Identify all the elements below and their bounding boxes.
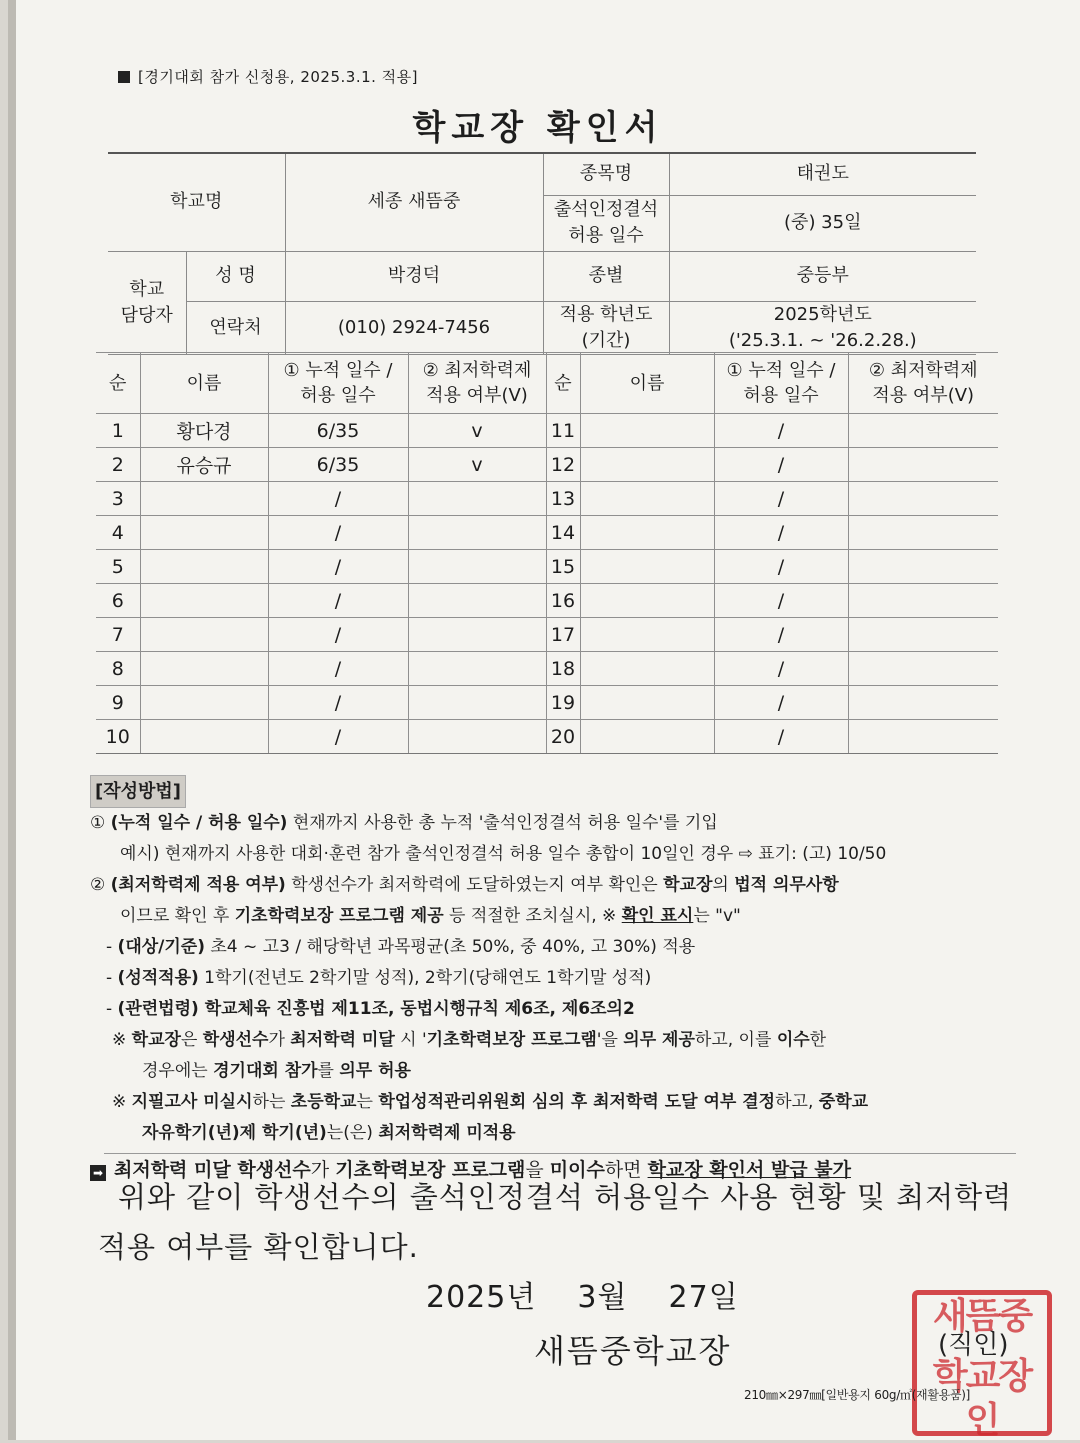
row-check-right (848, 550, 998, 584)
header-days-left-line2: 허용 일수 (300, 385, 376, 406)
row-days-left: / (268, 618, 408, 652)
table-header-row (96, 353, 998, 414)
l5-b: (대상/기준) (117, 937, 205, 957)
row-days-left: / (268, 550, 408, 584)
header-days-right-line2: 허용 일수 (743, 385, 819, 406)
row-name-left (140, 652, 268, 686)
sport-value: 태권도 (669, 153, 976, 195)
row-no-left: 2 (96, 448, 140, 482)
l4-t2: 등 적절한 조치실시, ※ (443, 906, 622, 926)
table-row (96, 618, 998, 652)
instruction-2-text: 학생선수가 최저학력에 도달하였는지 여부 확인은 (285, 875, 664, 895)
row-no-right: 20 (546, 720, 580, 754)
l9-b2: 의무 허용 (339, 1061, 411, 1081)
page-title: 학교장 확인서 (412, 108, 664, 148)
instruction-1 (90, 808, 1020, 839)
row-check-left (408, 720, 546, 754)
row-check-right (848, 686, 998, 720)
arrow-t2: 을 (525, 1159, 550, 1181)
absence-label-line1: 출석인정결석 (553, 199, 659, 220)
row-name-left (140, 516, 268, 550)
l6-b: (성적적용) (117, 968, 199, 988)
header-min-left (408, 353, 546, 414)
l9-b1: 경기대회 참가 (213, 1061, 318, 1081)
instruction-2-bold: (최저학력제 적용 여부) (110, 875, 286, 895)
table-row (96, 516, 998, 550)
row-days-left: / (268, 652, 408, 686)
issue-date: 2025년 3월 27일 (426, 1280, 739, 1315)
table-row (96, 686, 998, 720)
row-days-right: / (714, 584, 848, 618)
header-min-right-line2: 적용 여부(V) (872, 385, 975, 406)
l8-b6: 이수 (776, 1030, 810, 1050)
header-note (118, 66, 418, 87)
row-check-right (848, 618, 998, 652)
l10-t3: 하고, (775, 1092, 819, 1112)
row-no-right: 19 (546, 686, 580, 720)
row-days-right: / (714, 516, 848, 550)
row-check-left: v (408, 448, 546, 482)
row-days-right: / (714, 686, 848, 720)
confirmation-line2: 적용 여부를 확인합니다. (98, 1230, 419, 1264)
page-shadow (8, 0, 16, 1440)
l8-t6: 한 (809, 1030, 827, 1050)
row-no-right: 12 (546, 448, 580, 482)
row-name-right (580, 414, 714, 448)
absence-label-line2: 허용 일수 (568, 225, 644, 246)
row-name-left (140, 618, 268, 652)
instruction-2-t2: 의 (712, 875, 735, 895)
l8-t1: 은 (180, 1030, 203, 1050)
row-no-left: 5 (96, 550, 140, 584)
seal-mark: (직인) (938, 1330, 1009, 1360)
l8-b3: 최저학력 미달 (290, 1030, 395, 1050)
l8-b5: 의무 제공 (623, 1030, 695, 1050)
arrow-b2: 기초학력보장 프로그램 (335, 1159, 526, 1181)
arrow-b1: 최저학력 미달 학생선수 (114, 1159, 311, 1181)
arrow-t1: 가 (310, 1159, 336, 1181)
row-no-left: 8 (96, 652, 140, 686)
instruction-2 (90, 870, 1020, 901)
row-name-right (580, 516, 714, 550)
row-no-left: 9 (96, 686, 140, 720)
row-name-right (580, 720, 714, 754)
row-days-right: / (714, 720, 848, 754)
instruction-1-text: 현재까지 사용한 총 누적 '출석인정결석 허용 일수'를 기입 (287, 813, 718, 833)
row-days-right: / (714, 652, 848, 686)
header-min-left-line1: ② 최저학력제 (422, 360, 532, 381)
l8-b2: 학생선수 (202, 1030, 269, 1050)
header-days-right-line1: ① 누적 일수 / (726, 360, 836, 381)
confirmation-text (98, 1172, 1018, 1272)
row-name-left (140, 482, 268, 516)
row-check-left (408, 652, 546, 686)
info-table (108, 152, 976, 355)
table-row (96, 720, 998, 754)
header-note-text: [경기대회 참가 신청용, 2025.3.1. 적용] (138, 68, 419, 86)
divider (104, 1153, 1016, 1154)
arrow-underlined: 학교장 확인서 발급 불가 (647, 1159, 851, 1181)
l5-t: 초4 ~ 고3 / 해당학년 과목평균(초 50%, 중 40%, 고 30%) 적용 (204, 937, 696, 957)
instruction-2-cont (90, 901, 1020, 932)
row-check-right (848, 720, 998, 754)
school-value: 세종 새뜸중 (285, 153, 543, 251)
row-days-left: / (268, 584, 408, 618)
row-no-left: 1 (96, 414, 140, 448)
row-days-right: / (714, 550, 848, 584)
note-1: ※ 학교장은 학생선수가 최저학력 미달 시 '기초학력보장 프로그램'을 의무 제공하고, 이를 이수한 (112, 1030, 827, 1050)
instructions-heading: [작성방법] (90, 775, 186, 808)
row-check-right (848, 482, 998, 516)
row-check-left (408, 482, 546, 516)
row-days-left: / (268, 516, 408, 550)
manager-label-line2: 담당자 (120, 304, 173, 326)
header-name-right: 이름 (580, 353, 714, 414)
header-name-left: 이름 (140, 353, 268, 414)
confirmation-line1: 위와 같이 학생선수의 출석인정결석 허용일수 사용 현황 및 최저학력 (118, 1180, 1013, 1214)
row-days-left: 6/35 (268, 448, 408, 482)
header-no-left: 순 (96, 353, 140, 414)
manager-label (108, 251, 186, 354)
l10-t2: 는 (356, 1092, 379, 1112)
row-days-right: / (714, 482, 848, 516)
instruction-1-bold: (누적 일수 / 허용 일수) (110, 813, 288, 833)
table-row (96, 652, 998, 686)
row-name-left (140, 720, 268, 754)
header-days-left-line1: ① 누적 일수 / (283, 360, 393, 381)
l6-t: 1학기(전년도 2학기말 성적), 2학기(당해연도 1학기말 성적) (198, 968, 652, 988)
row-days-left: / (268, 482, 408, 516)
official-seal-stamp: 새뜸중 학교장인 (912, 1290, 1052, 1436)
table-row (96, 482, 998, 516)
row-days-right: / (714, 448, 848, 482)
row-no-right: 15 (546, 550, 580, 584)
l4-b2: 확인 표시 (621, 906, 694, 926)
row-no-right: 11 (546, 414, 580, 448)
row-name-left (140, 584, 268, 618)
l10-b1: 지필고사 미실시 (131, 1092, 253, 1112)
row-name-left (140, 550, 268, 584)
row-no-right: 14 (546, 516, 580, 550)
row-check-left (408, 550, 546, 584)
row-name-right (580, 618, 714, 652)
row-name-right (580, 584, 714, 618)
row-no-right: 17 (546, 618, 580, 652)
row-days-left: / (268, 686, 408, 720)
row-no-left: 3 (96, 482, 140, 516)
instruction-grades: - (성적적용) 1학기(전년도 2학기말 성적), 2학기(당해연도 1학기말 성적) (106, 968, 652, 988)
l10-b3: 학업성적관리위원회 심의 후 최저학력 도달 여부 결정 (378, 1092, 776, 1112)
note-1-cont (90, 1056, 1020, 1087)
note-2-cont (90, 1118, 1020, 1149)
table-row (96, 550, 998, 584)
arrow-b3: 미이수 (549, 1159, 605, 1181)
header-min-left-line2: 적용 여부(V) (426, 385, 528, 406)
bullet-square-icon (118, 71, 130, 83)
instructions (90, 775, 1020, 1186)
year-label-line2: (기간) (581, 329, 631, 351)
row-check-left (408, 618, 546, 652)
l9-t2: 를 (317, 1061, 340, 1081)
table-row (96, 584, 998, 618)
l7-b: (관련법령) (117, 999, 199, 1019)
row-name-right (580, 482, 714, 516)
row-check-left (408, 686, 546, 720)
contact-value: (010) 2924-7456 (285, 301, 543, 354)
note-2: ※ 지필고사 미실시하는 초등학교는 학업성적관리위원회 심의 후 최저학력 도달 여부 결정하고, 중학교 (112, 1092, 869, 1112)
table-row (96, 448, 998, 482)
row-days-right: / (714, 414, 848, 448)
year-value (669, 301, 976, 354)
division-value: 중등부 (669, 251, 976, 301)
l11-t1: 는(은) (326, 1123, 379, 1143)
header-days-right (714, 353, 848, 414)
row-days-right: / (714, 618, 848, 652)
header-min-right (848, 353, 998, 414)
l8-b1: 학교장 (131, 1030, 181, 1050)
row-no-left: 10 (96, 720, 140, 754)
row-check-left (408, 516, 546, 550)
contact-label: 연락처 (186, 301, 285, 354)
row-no-right: 13 (546, 482, 580, 516)
instruction-example: 예시) 현재까지 사용한 대회·훈련 참가 출석인정결석 허용 일수 총합이 10일인 경우 ⇨ 표기: (고) 10/50 (120, 844, 887, 864)
num-2: ② (90, 875, 106, 895)
l8-t3: 시 ' (394, 1030, 427, 1050)
row-no-right: 16 (546, 584, 580, 618)
signer-title: 새뜸중학교장 (534, 1332, 732, 1370)
name-label: 성 명 (186, 251, 285, 301)
l11-b2: 최저학력제 미적용 (378, 1123, 516, 1143)
year-value-line1: 2025학년도 (773, 303, 872, 325)
instruction-2-b3: 법적 의무사항 (734, 875, 839, 895)
l4-t3: 는 "v" (693, 906, 741, 926)
absence-label (543, 195, 669, 251)
paper-spec-footer: 210㎜×297㎜[일반용지 60g/㎡(재활용품)] (744, 1388, 970, 1402)
name-value: 박경덕 (285, 251, 543, 301)
instruction-target: - (대상/기준) 초4 ~ 고3 / 해당학년 과목평균(초 50%, 중 40%, 고 30%) 적용 (106, 937, 696, 957)
sport-label: 종목명 (543, 153, 669, 195)
year-label (543, 301, 669, 354)
absence-value: (중) 35일 (669, 195, 976, 251)
header-days-left (268, 353, 408, 414)
row-no-left: 4 (96, 516, 140, 550)
row-check-right (848, 516, 998, 550)
row-days-left: 6/35 (268, 414, 408, 448)
row-name-right (580, 448, 714, 482)
school-label: 학교명 (108, 153, 285, 251)
instruction-2-b2: 학교장 (663, 875, 713, 895)
manager-label-line1: 학교 (129, 278, 165, 300)
row-check-right (848, 448, 998, 482)
division-label: 종별 (543, 251, 669, 301)
l4-t1: 이므로 확인 후 (120, 906, 235, 926)
arrow-box-icon: ➡ (90, 1165, 106, 1181)
row-name-left (140, 686, 268, 720)
l10-t1: 하는 (252, 1092, 291, 1112)
header-no-right: 순 (546, 353, 580, 414)
l8-t5: 하고, 이를 (694, 1030, 777, 1050)
arrow-t3: 하면 (604, 1159, 648, 1181)
row-check-left (408, 584, 546, 618)
num-1: ① (90, 813, 106, 833)
row-check-right (848, 652, 998, 686)
l8-t4: '을 (596, 1030, 624, 1050)
l8-t2: 가 (268, 1030, 291, 1050)
row-days-left: / (268, 720, 408, 754)
l10-b4: 중학교 (818, 1092, 869, 1112)
l11-b1: 자유학기(년)제 학기(년) (142, 1123, 327, 1143)
header-min-right-line1: ② 최저학력제 (868, 360, 978, 381)
row-name-right (580, 652, 714, 686)
row-name-left: 유승규 (140, 448, 268, 482)
row-name-right (580, 686, 714, 720)
row-no-left: 6 (96, 584, 140, 618)
student-table (96, 352, 998, 754)
l7-t: 학교체육 진흥법 제11조, 동법시행규칙 제6조, 제6조의2 (198, 999, 635, 1019)
instruction-laws: - (관련법령) 학교체육 진흥법 제11조, 동법시행규칙 제6조, 제6조의2 (106, 999, 635, 1019)
row-check-left: v (408, 414, 546, 448)
l10-b2: 초등학교 (290, 1092, 357, 1112)
row-check-right (848, 584, 998, 618)
l8-b4: 기초학력보장 프로그램 (426, 1030, 597, 1050)
year-label-line1: 적용 학년도 (559, 303, 653, 325)
document-page (8, 0, 1080, 1440)
year-value-line2: ('25.3.1. ~ '26.2.28.) (728, 329, 917, 351)
l9-t1: 경우에는 (142, 1061, 214, 1081)
row-no-right: 18 (546, 652, 580, 686)
row-name-right (580, 550, 714, 584)
l4-b1: 기초학력보장 프로그램 제공 (234, 906, 444, 926)
row-no-left: 7 (96, 618, 140, 652)
table-row (96, 414, 998, 448)
row-check-right (848, 414, 998, 448)
row-name-left: 황다경 (140, 414, 268, 448)
